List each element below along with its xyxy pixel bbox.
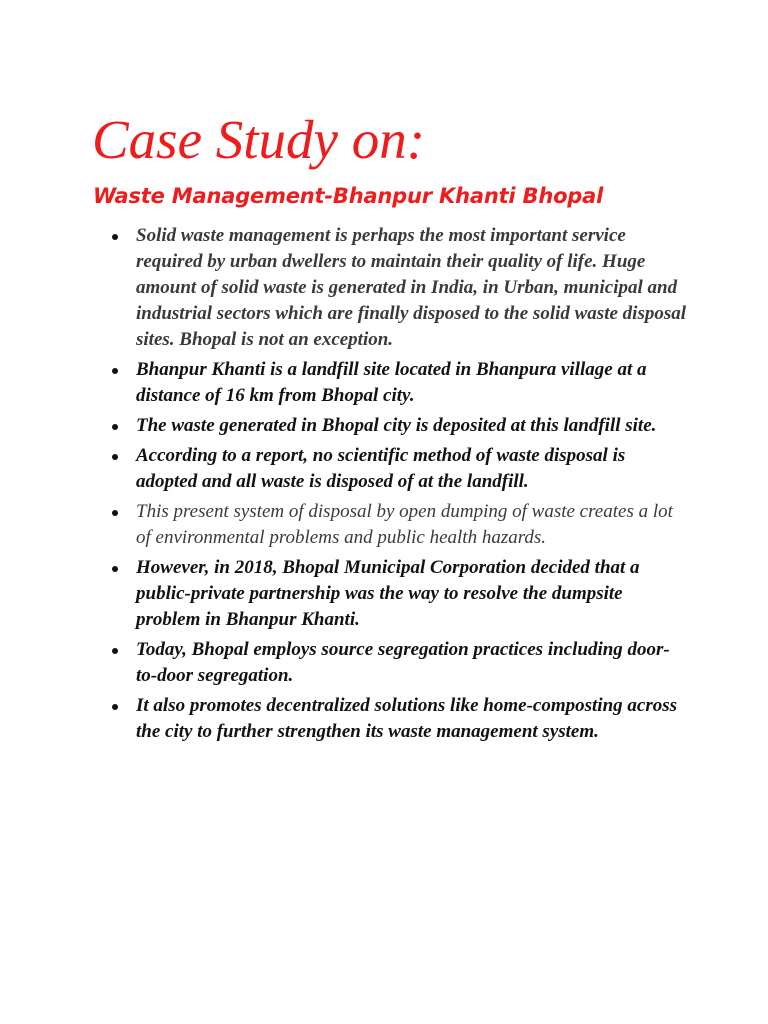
list-item-text: According to a report, no scientific method of waste disposal is adopted and all waste is disposed of at the landfill. xyxy=(136,445,626,492)
page-title: Case Study on: xyxy=(92,109,426,170)
list-item-text: Today, Bhopal employs source segregation practices including door-to-door segregation. xyxy=(136,639,670,686)
list-item-text: Solid waste management is perhaps the most important service required by urban dwellers to maintain their quality of life. Huge amount of solid waste is generated in India, in Urban, municipal and industrial sectors which are finally disposed to the solid waste disposal sites. Bhopal is not an exception. xyxy=(136,225,687,350)
bullet-icon xyxy=(112,510,118,516)
list-item xyxy=(100,223,690,353)
list-item-text: However, in 2018, Bhopal Municipal Corporation decided that a public-private partnership was the way to resolve the dumpsite problem in Bhanpur Khanti. xyxy=(136,557,640,630)
list-item xyxy=(100,693,690,745)
bullet-icon xyxy=(112,566,118,572)
list-item xyxy=(100,413,690,439)
bullet-icon xyxy=(112,704,118,710)
page-subtitle: Waste Management-Bhanpur Khanti Bhopal xyxy=(93,184,604,208)
bullet-icon xyxy=(112,454,118,460)
list-item xyxy=(100,637,690,689)
bullet-list xyxy=(100,223,690,749)
list-item xyxy=(100,443,690,495)
bullet-icon xyxy=(112,424,118,430)
list-item-text: It also promotes decentralized solutions like home-composting across the city to further strengthen its waste management system. xyxy=(136,695,677,742)
bullet-icon xyxy=(112,648,118,654)
list-item xyxy=(100,555,690,633)
list-item-text: The waste generated in Bhopal city is deposited at this landfill site. xyxy=(136,415,657,436)
list-item-text: This present system of disposal by open dumping of waste creates a lot of environmental problems and public health hazards. xyxy=(136,501,673,548)
list-item xyxy=(100,357,690,409)
bullet-icon xyxy=(112,368,118,374)
list-item-text: Bhanpur Khanti is a landfill site located in Bhanpura village at a distance of 16 km from Bhopal city. xyxy=(136,359,647,406)
list-item xyxy=(100,499,690,551)
bullet-icon xyxy=(112,234,118,240)
